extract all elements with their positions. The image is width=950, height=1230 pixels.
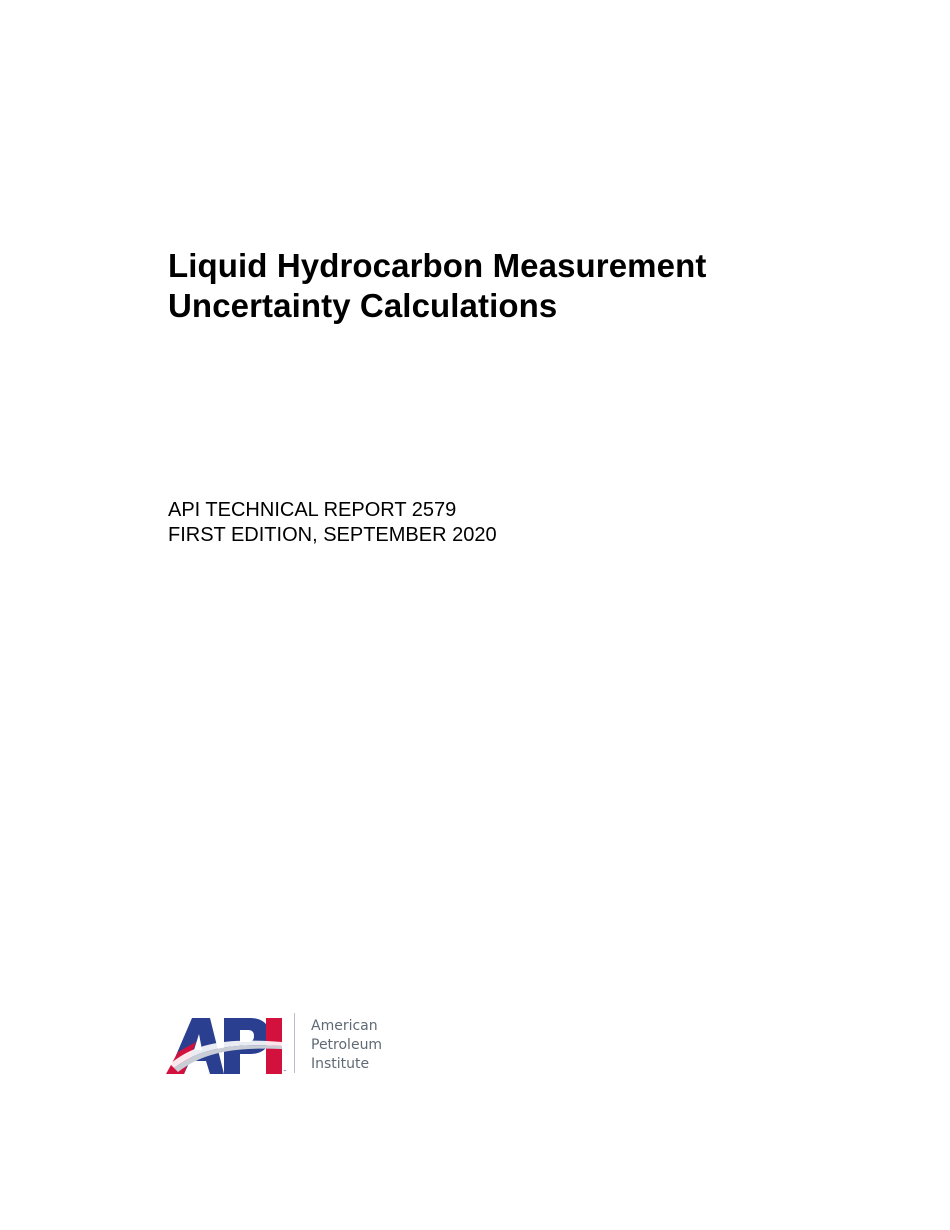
- api-logo-mark: [166, 1012, 287, 1074]
- logo-divider: [294, 1013, 295, 1073]
- report-designation: [168, 498, 497, 548]
- document-title: [168, 246, 706, 326]
- title-line-2: Uncertainty Calculations: [168, 287, 558, 324]
- logo-name-line-3: Institute: [311, 1056, 370, 1072]
- edition-date: FIRST EDITION, SEPTEMBER 2020: [168, 524, 497, 546]
- report-number: API TECHNICAL REPORT 2579: [168, 499, 457, 521]
- logo-name-line-2: Petroleum: [311, 1037, 383, 1053]
- title-line-1: Liquid Hydrocarbon Measurement: [168, 247, 707, 284]
- logo-organization-name: [311, 1017, 382, 1074]
- api-logo: [166, 1010, 406, 1076]
- logo-trademark: ™: [283, 1069, 287, 1074]
- logo-name-line-1: American: [311, 1018, 378, 1034]
